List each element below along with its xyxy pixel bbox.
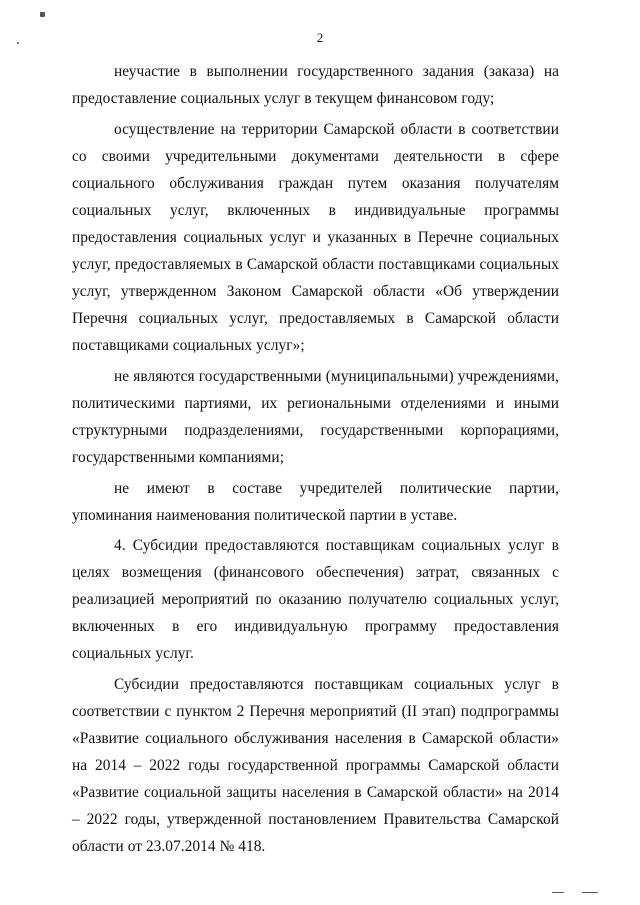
scan-speck [552,892,564,893]
paragraph-activity: осуществление на территории Самарской области в соответствии со своими учредительными документами деятельности в сфере социального обслуживания граждан путем оказания получателям социальных услуг, включенных в индивидуальные программы предоставления социальных услуг и указанных в Перечне социальных услуг, предоставляемых в Самарской области поставщиками социальных услуг, утвержденном Законом Самарской области «Об утверждении Перечня социальных услуг, предоставляемых в Самарской области поставщиками социальных услуг»; [72,121,559,354]
scan-speck [582,892,598,893]
document-body [72,58,559,866]
paragraph-not-state-institution: не являются государственными (муниципальными) учреждениями, политическими партиями, их региональными отделениями и иными структурными подразделениями, государственными корпорациями, государственными компаниями; [72,368,559,466]
scan-speck [40,12,45,17]
paragraph-subsidy-purpose: 4. Субсидии предоставляются поставщикам социальных услуг в целях возмещения (финансового обеспечения) затрат, связанных с реализацией мероприятий по оказанию получателю социальных услуг, включенных в его индивидуальную программу предоставления социальных услуг. [72,537,559,662]
paragraph-nonparticipation: неучастие в выполнении государственного задания (заказа) на предоставление социальных услуг в текущем финансовом году; [72,63,559,107]
page-number: 2 [316,30,324,45]
paragraph-no-political-founders: не имеют в составе учредителей политические партии, упоминания наименования политической партии в уставе. [72,480,559,524]
paragraph-subsidy-basis: Субсидии предоставляются поставщикам социальных услуг в соответствии с пунктом 2 Перечня мероприятий (II этап) подпрограммы «Развитие социального обслуживания населения в Самарской области» на 2014 – 2022 годы государственной программы Самарской области «Развитие социальной защиты населения в Самарской области» на 2014 – 2022 годы, утвержденной постановлением Правительства Самарской области от 23.07.2014 № 418. [72,676,559,855]
